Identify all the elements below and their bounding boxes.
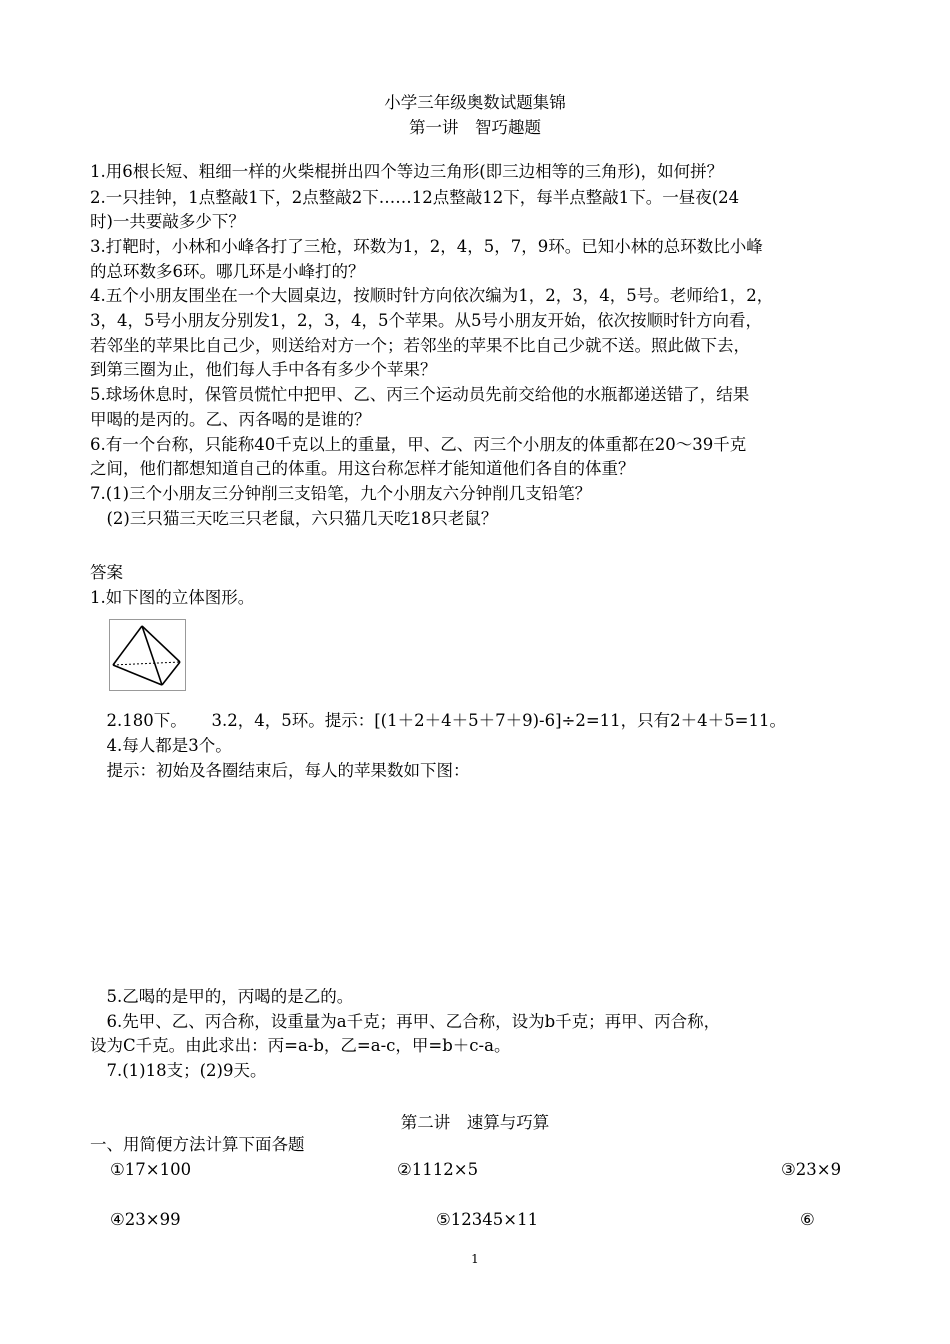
question-line: 2.一只挂钟，1点整敲1下，2点整敲2下……12点整敲12下，每半点整敲1下。一昼夜(24 bbox=[90, 188, 740, 207]
tetrahedron-figure bbox=[109, 619, 186, 691]
answer-line: 提示：初始及各圈结束后，每人的苹果数如下图： bbox=[90, 761, 470, 780]
tetrahedron-icon bbox=[110, 620, 185, 690]
section-heading: 一、用简便方法计算下面各题 bbox=[90, 1135, 305, 1154]
question-line: (2)三只猫三天吃三只老鼠，六只猫几天吃18只老鼠？ bbox=[90, 509, 498, 528]
answer-line: 设为C千克。由此求出：丙=a-b，乙=a-c，甲=b＋c-a。 bbox=[90, 1036, 511, 1055]
exercise-item: ④23×99 bbox=[110, 1210, 181, 1229]
question-line: 的总环数多6环。哪几环是小峰打的？ bbox=[90, 262, 365, 281]
exercise-item: ③23×9 bbox=[781, 1160, 842, 1179]
exercise-item: ⑥ bbox=[800, 1210, 815, 1229]
exercise-item: ①17×100 bbox=[110, 1160, 192, 1179]
answer-line: 2.180下。 3.2，4，5环。提示：[(1＋2＋4＋5＋7＋9)-6]÷2=11，只有2＋4＋5=11。 bbox=[90, 711, 786, 730]
question-line: 4.五个小朋友围坐在一个大圆桌边，按顺时针方向依次编为1，2，3，4，5号。老师给1，2， bbox=[90, 286, 774, 305]
question-line: 7.(1)三个小朋友三分钟削三支铅笔，九个小朋友六分钟削几支铅笔？ bbox=[90, 484, 592, 503]
answer-line: 1.如下图的立体图形。 bbox=[90, 588, 255, 607]
question-line: 时)一共要敲多少下？ bbox=[90, 212, 245, 231]
answer-line: 4.每人都是3个。 bbox=[90, 736, 232, 755]
answer-line: 7.(1)18支；(2)9天。 bbox=[90, 1061, 267, 1080]
answer-line: 5.乙喝的是甲的，丙喝的是乙的。 bbox=[90, 987, 354, 1006]
question-line: 6.有一个台称，只能称40千克以上的重量，甲、乙、丙三个小朋友的体重都在20～39千克 bbox=[90, 435, 747, 454]
question-line: 5.球场休息时，保管员慌忙中把甲、乙、丙三个运动员先前交给他的水瓶都递送错了，结果 bbox=[90, 385, 750, 404]
question-line: 到第三圈为止，他们每人手中各有多少个苹果？ bbox=[90, 360, 437, 379]
exercise-item: ⑤12345×11 bbox=[436, 1210, 539, 1229]
question-line: 1.用6根长短、粗细一样的火柴棍拼出四个等边三角形(即三边相等的三角形)，如何拼？ bbox=[90, 162, 724, 181]
lecture-2-title: 第二讲 速算与巧算 bbox=[400, 1113, 550, 1132]
document-title: 小学三年级奥数试题集锦 bbox=[384, 93, 566, 112]
exercise-item: ②1112×5 bbox=[397, 1160, 479, 1179]
question-line: 若邻坐的苹果比自己少，则送给对方一个；若邻坐的苹果不比自己少就不送。照此做下去， bbox=[90, 336, 750, 355]
lecture-1-title: 第一讲 智巧趣题 bbox=[409, 118, 541, 137]
page-number: 1 bbox=[471, 1252, 479, 1266]
question-line: 3，4，5号小朋友分别发1，2，3，4，5个苹果。从5号小朋友开始，依次按顺时针方向看， bbox=[90, 311, 762, 330]
answers-heading: 答案 bbox=[90, 563, 123, 582]
question-line: 3.打靶时，小林和小峰各打了三枪，环数为1，2，4，5，7，9环。已知小林的总环数比小峰 bbox=[90, 237, 763, 256]
question-line: 甲喝的是丙的。乙、丙各喝的是谁的？ bbox=[90, 410, 371, 429]
answer-line: 6.先甲、乙、丙合称，设重量为a千克；再甲、乙合称，设为b千克；再甲、丙合称， bbox=[90, 1012, 721, 1031]
question-line: 之间，他们都想知道自己的体重。用这台称怎样才能知道他们各自的体重？ bbox=[90, 459, 635, 478]
